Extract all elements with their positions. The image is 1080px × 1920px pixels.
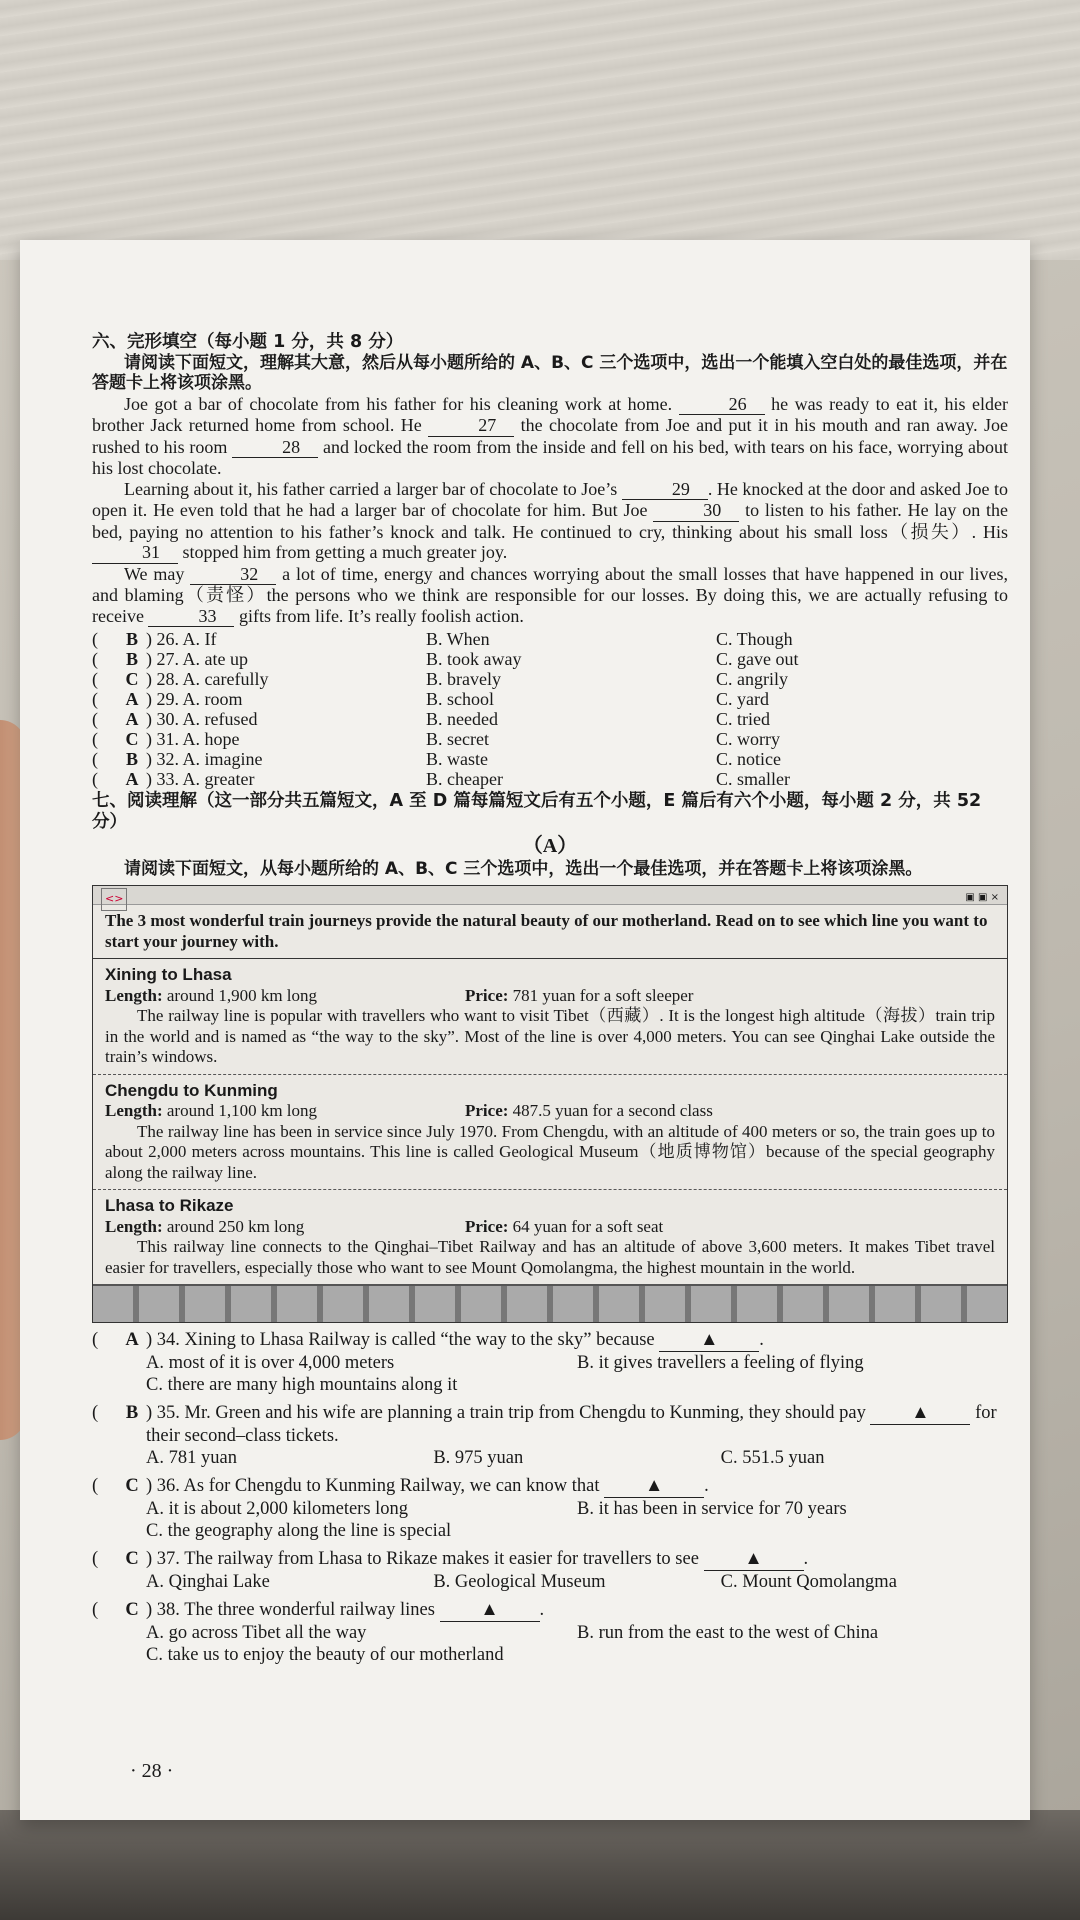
- option: ) 33. A. greater: [146, 769, 255, 789]
- blank-triangle-icon: ▲: [659, 1329, 759, 1352]
- length-value: around 1,100 km long: [166, 1101, 318, 1120]
- option-a: A. If: [182, 629, 217, 649]
- answer-31: C: [125, 729, 139, 749]
- passage-text: stopped him from getting a much greater joy.: [182, 542, 508, 562]
- question-stem: ) 34. Xining to Lhasa Railway is called “the way to the sky” because ▲ .: [146, 1330, 764, 1350]
- option: ) 32. A. imagine: [146, 749, 263, 769]
- option: ) 29. A. room: [146, 689, 243, 709]
- question-37: [92, 1548, 1008, 1593]
- stem-text: 35. Mr. Green and his wife are planning a train trip from Chengdu to Kunming, they should pay: [156, 1403, 866, 1423]
- cloze-paragraph-1: [92, 394, 1008, 479]
- section-6-instruction: 请阅读下面短文，理解其大意，然后从每小题所给的 A、B、C 三个选项中，选出一个能填入空白处的最佳选项，并在答题卡上将该项涂黑。: [92, 352, 1008, 393]
- blank-triangle-icon: ▲: [704, 1548, 804, 1571]
- question-35: [92, 1402, 1008, 1469]
- option-b: B. run from the east to the west of China: [577, 1623, 879, 1643]
- route-price: [465, 1101, 713, 1122]
- route-meta: [105, 1217, 995, 1238]
- option-b: B. waste: [426, 749, 488, 769]
- option-b: B. Geological Museum: [433, 1572, 606, 1592]
- option-a: A. carefully: [182, 669, 269, 689]
- section-6-heading: 六、完形填空（每小题 1 分，共 8 分）: [92, 332, 404, 352]
- paren: (: [92, 729, 98, 749]
- answer-37: C: [125, 1549, 139, 1569]
- answer-33: A: [125, 769, 139, 789]
- passage-text: gifts from life. It’s really foolish action.: [238, 605, 524, 626]
- answer-28: C: [125, 669, 139, 689]
- stem-text: 37. The railway from Lhasa to Rikaze makes it easier for travellers to see: [156, 1549, 699, 1569]
- q-num: 33.: [156, 769, 179, 789]
- stem-tail: .: [759, 1330, 764, 1350]
- option: ) 28. A. carefully: [146, 669, 269, 689]
- page-number: · 28 ·: [130, 1760, 174, 1782]
- blank-triangle-icon: ▲: [440, 1599, 540, 1622]
- blank-33: 33: [148, 606, 234, 628]
- route-meta: [105, 1101, 995, 1122]
- blank-27: 27: [428, 415, 514, 437]
- passage-text: to listen to his father. He lay on the bed, paying no attention to his father’s knock and talk. He continued to cry, thinking about his small loss（损失）. His: [92, 500, 1009, 542]
- paren: (: [92, 1476, 99, 1496]
- blank-triangle-icon: ▲: [604, 1475, 704, 1498]
- route-xining-lhasa: [93, 959, 1007, 1075]
- paren: (: [92, 1549, 99, 1569]
- option-c: C. Though: [716, 629, 793, 649]
- option: ) 31. A. hope: [146, 729, 240, 749]
- passage-text: a lot of time, energy and chances worrying about the small losses that have happened in our lives, and blaming（责怪）the persons who we think are responsible for our losses. By doing this, we are actually refusing to receive: [92, 563, 1009, 626]
- reading-box: [92, 885, 1008, 1323]
- route-length: [105, 986, 465, 1007]
- option-a: A. it is about 2,000 kilometers long: [146, 1499, 409, 1519]
- option-a: A. refused: [182, 709, 258, 729]
- q-num: 29.: [156, 689, 179, 709]
- route-title: Lhasa to Rikaze: [105, 1196, 234, 1215]
- price-value: 487.5 yuan for a second class: [512, 1101, 713, 1120]
- passage-text: . He knocked at the door and asked Joe to open it. He even told that he had a larger bar of chocolate for him. But Joe: [92, 478, 1008, 520]
- question-38: [92, 1599, 1008, 1666]
- desk-surface: [0, 0, 1080, 260]
- length-label: Length:: [105, 1216, 163, 1236]
- q-num: 31.: [156, 729, 179, 749]
- stem-tail: .: [539, 1600, 545, 1620]
- route-lhasa-rikaze: [93, 1190, 1007, 1284]
- option-b: B. needed: [426, 709, 498, 729]
- blank-32: 32: [190, 564, 276, 586]
- answer-38: C: [125, 1600, 139, 1620]
- question-36: [92, 1475, 1008, 1542]
- option-a: A. imagine: [182, 749, 263, 769]
- option-b: B. it has been in service for 70 years: [577, 1499, 847, 1519]
- option-a: A. 781 yuan: [146, 1448, 237, 1468]
- box-intro: The 3 most wonderful train journeys provide the natural beauty of our motherland. Read on to see which line you want to start your journey with.: [93, 905, 1007, 959]
- option-a: A. greater: [182, 769, 255, 789]
- price-label: Price:: [465, 1101, 509, 1120]
- option-c: C. Mount Qomolangma: [720, 1572, 897, 1592]
- blank-26: 26: [679, 394, 765, 416]
- option-c: C. the geography along the line is special: [146, 1521, 452, 1541]
- blank-29: 29: [622, 479, 708, 501]
- stem-text: 34. Xining to Lhasa Railway is called “the way to the sky” because: [156, 1330, 655, 1350]
- route-title: Xining to Lhasa: [105, 965, 232, 984]
- stem-tail: .: [803, 1549, 809, 1569]
- route-title: Chengdu to Kunming: [105, 1080, 278, 1100]
- blank-31: 31: [92, 542, 178, 564]
- passage-text: he was ready to eat it, his elder brother Jack returned home from school. He: [92, 393, 1009, 435]
- option-b: B. school: [426, 689, 495, 709]
- answer-35: B: [125, 1403, 139, 1423]
- question-stem: ) 38. The three wonderful railway lines ▲ .: [146, 1600, 545, 1620]
- route-meta: [105, 986, 995, 1007]
- passage-text: Joe got a bar of chocolate from his father for his cleaning work at home.: [124, 393, 673, 414]
- paren: (: [92, 1330, 99, 1350]
- option-c: C. notice: [716, 749, 781, 769]
- route-length: [105, 1217, 465, 1238]
- route-text: The railway line is popular with travellers who want to visit Tibet（西藏）. It is the longest high altitude（海拔）train trip in the world and is named as “the way to the sky”. Most of the line is over 4,000 meters. You can see Qinghai Lake outside the train’s windows.: [105, 1006, 995, 1066]
- option-a: A. Qinghai Lake: [146, 1572, 270, 1592]
- paren: (: [92, 649, 98, 669]
- paren: (: [92, 1600, 99, 1620]
- q-num: 27.: [156, 649, 179, 669]
- answer-32: B: [125, 749, 138, 769]
- route-length: [105, 1101, 465, 1122]
- route-text: This railway line connects to the Qinghai–Tibet Railway and has an altitude of above 3,600 meters. It makes Tibet travel easier for travellers, especially those who want to see Mount Qomolangma, the highest mountain in the world.: [105, 1237, 995, 1277]
- option: ) 30. A. refused: [146, 709, 258, 729]
- route-chengdu-kunming: [93, 1075, 1007, 1191]
- blank-triangle-icon: ▲: [870, 1402, 970, 1425]
- option-a: A. most of it is over 4,000 meters: [146, 1353, 395, 1373]
- paren: (: [92, 769, 98, 789]
- cloze-options: [92, 629, 1008, 789]
- q-num: 30.: [156, 709, 179, 729]
- option-b: B. When: [426, 629, 490, 649]
- section-7-instruction: 请阅读下面短文，从每小题所给的 A、B、C 三个选项中，选出一个最佳选项，并在答题卡上将该项涂黑。: [124, 858, 923, 879]
- answer-27: B: [125, 649, 138, 669]
- blank-28: 28: [232, 437, 318, 459]
- passage-text: and locked the room from the inside and fell on his bed, with tears on his face, worrying about his lost chocolate.: [92, 436, 1009, 478]
- option-c: C. worry: [716, 729, 780, 749]
- option-a: A. room: [182, 689, 243, 709]
- price-value: 781 yuan for a soft sleeper: [512, 985, 694, 1005]
- answer-34: A: [125, 1330, 139, 1350]
- passage-label: （A）: [522, 835, 578, 857]
- price-label: Price:: [465, 985, 509, 1005]
- option-c: C. there are many high mountains along it: [146, 1375, 458, 1395]
- option-a: A. hope: [182, 729, 240, 749]
- option-c: C. tried: [716, 709, 770, 729]
- option-b: B. 975 yuan: [433, 1448, 524, 1468]
- option-b: B. secret: [426, 729, 489, 749]
- paren: (: [92, 709, 98, 729]
- answer-26: B: [125, 629, 138, 649]
- answer-36: C: [125, 1476, 139, 1496]
- blank-30: 30: [653, 500, 739, 522]
- q-num: 28.: [156, 669, 179, 689]
- worksheet-page: [20, 240, 1030, 1820]
- price-label: Price:: [465, 1216, 509, 1236]
- browser-bar: [93, 886, 1007, 905]
- passage-text: the chocolate from Joe and put it in his mouth and ran away. Joe rushed to his room: [92, 415, 1009, 457]
- answer-30: A: [125, 709, 139, 729]
- option: ) 26. A. If: [146, 629, 217, 649]
- q-num: 26.: [156, 629, 179, 649]
- section-7-heading: 七、阅读理解（这一部分共五篇短文，A 至 D 篇每篇短文后有五个小题，E 篇后有六个小题，每小题 2 分，共 52 分）: [92, 791, 982, 832]
- stem-tail: .: [704, 1476, 709, 1496]
- length-value: around 1,900 km long: [166, 985, 318, 1005]
- stem-text: 36. As for Chengdu to Kunming Railway, we can know that: [156, 1476, 600, 1496]
- passage-text: Learning about it, his father carried a larger bar of chocolate to Joe’s: [124, 478, 618, 499]
- paren: (: [92, 669, 98, 689]
- length-value: around 250 km long: [166, 1216, 305, 1236]
- length-label: Length:: [105, 985, 163, 1005]
- question-34: [92, 1329, 1008, 1396]
- option-a: A. go across Tibet all the way: [146, 1623, 367, 1643]
- cloze-paragraph-2: [92, 479, 1008, 564]
- nav-arrows-icon: <>: [101, 888, 127, 911]
- price-value: 64 yuan for a soft seat: [512, 1216, 664, 1236]
- stem-tail: for their second–class tickets.: [146, 1403, 997, 1446]
- option-c: C. smaller: [716, 769, 790, 789]
- passage-text: We may: [124, 563, 185, 584]
- option-b: B. it gives travellers a feeling of flying: [577, 1353, 864, 1373]
- floor: [0, 1810, 1080, 1920]
- option: ) 27. A. ate up: [146, 649, 248, 669]
- window-controls-icon: ▣ ▣ ×: [965, 892, 999, 903]
- option-c: C. angrily: [716, 669, 788, 689]
- option-a: A. ate up: [182, 649, 248, 669]
- railway-track-image: [93, 1284, 1007, 1322]
- paren: (: [92, 1403, 99, 1423]
- answer-29: A: [125, 689, 139, 709]
- question-stem: ) 36. As for Chengdu to Kunming Railway, we can know that ▲ .: [146, 1476, 709, 1496]
- option-c: C. gave out: [716, 649, 799, 669]
- route-price: [465, 1217, 663, 1238]
- question-stem: ) 35. Mr. Green and his wife are planning a train trip from Chengdu to Kunming, they should pay ▲ for their second–class tickets.: [146, 1403, 997, 1446]
- route-text: The railway line has been in service since July 1970. From Chengdu, with an altitude of 400 meters or so, the train goes up to about 2,000 meters across mountains. This line is called Geological Museum（地质博物馆）because of the special geography along the railway line.: [105, 1121, 995, 1182]
- length-label: Length:: [105, 1101, 163, 1120]
- option-c: C. yard: [716, 689, 769, 709]
- cloze-paragraph-3: [92, 564, 1008, 628]
- paren: (: [92, 629, 98, 649]
- stem-text: 38. The three wonderful railway lines: [156, 1600, 435, 1620]
- option-c: C. 551.5 yuan: [720, 1448, 825, 1468]
- option-b: B. cheaper: [426, 769, 503, 789]
- option-b: B. took away: [426, 649, 522, 669]
- paren: (: [92, 749, 98, 769]
- route-price: [465, 986, 693, 1007]
- question-stem: ) 37. The railway from Lhasa to Rikaze makes it easier for travellers to see ▲ .: [146, 1549, 809, 1569]
- option-c: C. take us to enjoy the beauty of our motherland: [146, 1645, 504, 1665]
- q-num: 32.: [156, 749, 179, 769]
- option-b: B. bravely: [426, 669, 501, 689]
- page-content: [92, 332, 1008, 1666]
- paren: (: [92, 689, 98, 709]
